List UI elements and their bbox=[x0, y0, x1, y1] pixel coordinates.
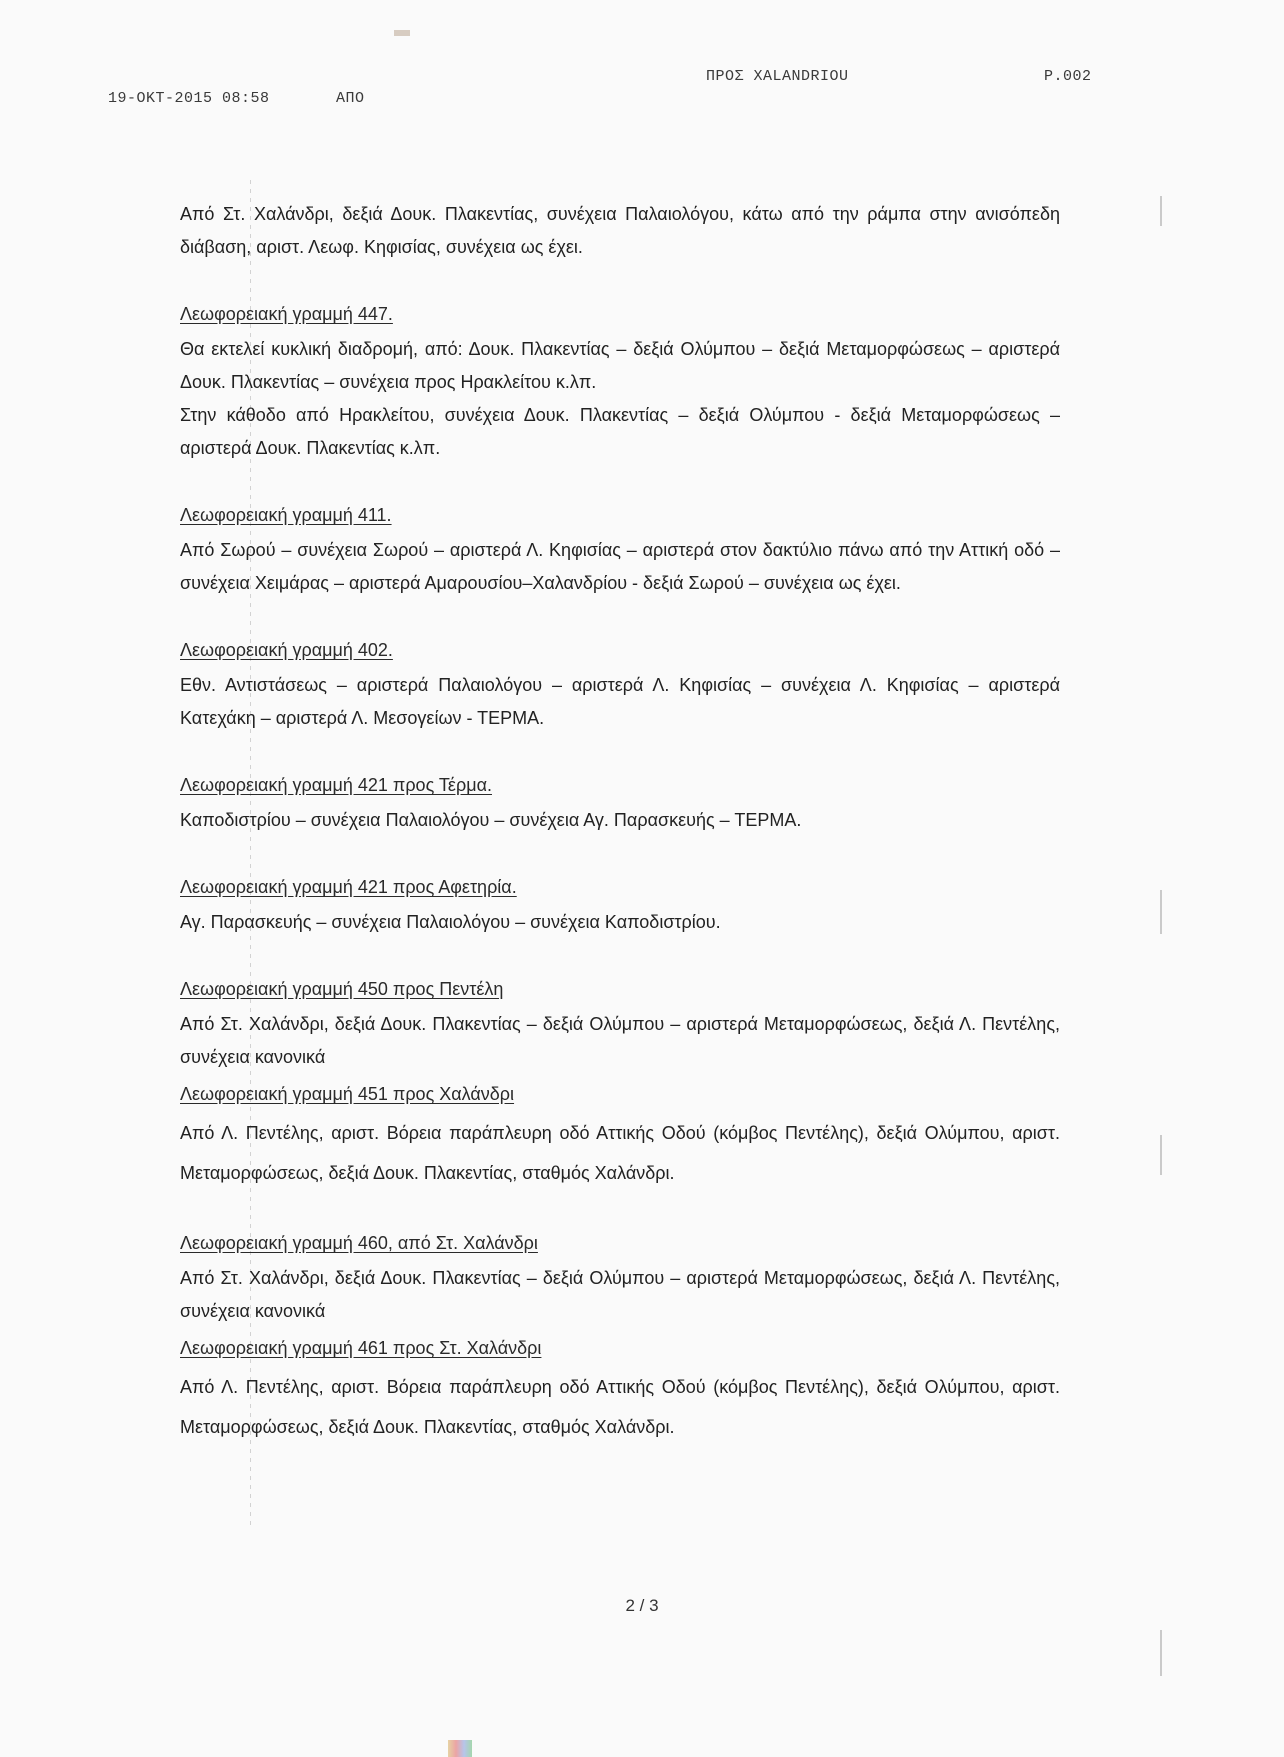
route-paragraph: Στην κάθοδο από Ηρακλείτου, συνέχεια Δουκ. Πλακεντίας – δεξιά Ολύμπου - δεξιά Μεταμορφώσεως – αριστερά Δουκ. Πλακεντίας κ.λπ. bbox=[180, 405, 1060, 458]
route-heading: Λεωφορειακή γραμμή 447. bbox=[180, 304, 393, 324]
route-heading: Λεωφορειακή γραμμή 402. bbox=[180, 640, 393, 660]
fax-page-ref: P.002 bbox=[1044, 68, 1092, 85]
route-section-460 bbox=[180, 1227, 1060, 1328]
route-section-411 bbox=[180, 499, 1060, 600]
scan-edge-mark bbox=[1160, 196, 1162, 226]
route-paragraph: Από Στ. Χαλάνδρι, δεξιά Δουκ. Πλακεντίας – δεξιά Ολύμπου – αριστερά Μεταμορφώσεως, δεξιά Λ. Πεντέλης, συνέχεια κανονικά bbox=[180, 1014, 1060, 1067]
scan-edge-mark bbox=[1160, 890, 1162, 934]
page-number: 2 / 3 bbox=[625, 1596, 659, 1615]
fax-to-label: ΠΡΟΣ XALANDRIOU bbox=[706, 68, 849, 85]
route-heading: Λεωφορειακή γραμμή 451 προς Χαλάνδρι bbox=[180, 1084, 515, 1104]
document-body bbox=[180, 198, 1060, 1481]
route-paragraph: Θα εκτελεί κυκλική διαδρομή, από: Δουκ. Πλακεντίας – δεξιά Ολύμπου – δεξιά Μεταμορφώσεως – αριστερά Δουκ. Πλακεντίας – συνέχεια προς Ηρακλείτου κ.λπ. bbox=[180, 339, 1060, 392]
intro-section bbox=[180, 198, 1060, 264]
route-section-421-terma bbox=[180, 769, 1060, 837]
route-paragraph: Καποδιστρίου – συνέχεια Παλαιολόγου – συνέχεια Αγ. Παρασκευής – ΤΕΡΜΑ. bbox=[180, 810, 802, 830]
route-heading: Λεωφορειακή γραμμή 450 προς Πεντέλη bbox=[180, 979, 504, 999]
fax-header bbox=[96, 68, 1106, 107]
intro-paragraph: Από Στ. Χαλάνδρι, δεξιά Δουκ. Πλακεντίας, συνέχεια Παλαιολόγου, κάτω από την ράμπα στην ανισόπεδη διάβαση, αριστ. Λεωφ. Κηφισίας, συνέχεια ως έχει. bbox=[180, 204, 1060, 257]
scan-smudge bbox=[394, 30, 410, 36]
route-heading: Λεωφορειακή γραμμή 421 προς Αφετηρία. bbox=[180, 877, 517, 897]
scan-edge-mark bbox=[1160, 1630, 1162, 1676]
route-paragraph: Από Λ. Πεντέλης, αριστ. Βόρεια παράπλευρη οδό Αττικής Οδού (κόμβος Πεντέλης), δεξιά Ολύμπου, αριστ. Μεταμορφώσεως, δεξιά Δουκ. Πλακεντίας, σταθμός Χαλάνδρι. bbox=[180, 1377, 1060, 1437]
fax-from-label: ΑΠΟ bbox=[336, 90, 365, 107]
route-heading: Λεωφορειακή γραμμή 461 προς Στ. Χαλάνδρι bbox=[180, 1338, 542, 1358]
route-heading: Λεωφορειακή γραμμή 411. bbox=[180, 505, 392, 525]
route-section-421-afetiria bbox=[180, 871, 1060, 939]
route-section-402 bbox=[180, 634, 1060, 735]
route-paragraph: Εθν. Αντιστάσεως – αριστερά Παλαιολόγου – αριστερά Λ. Κηφισίας – συνέχεια Λ. Κηφισίας – αριστερά Κατεχάκη – αριστερά Λ. Μεσογείων - ΤΕΡΜΑ. bbox=[180, 675, 1060, 728]
route-section-461 bbox=[180, 1332, 1060, 1447]
route-paragraph: Αγ. Παρασκευής – συνέχεια Παλαιολόγου – συνέχεια Καποδιστρίου. bbox=[180, 912, 721, 932]
route-section-451 bbox=[180, 1078, 1060, 1193]
route-paragraph: Από Στ. Χαλάνδρι, δεξιά Δουκ. Πλακεντίας – δεξιά Ολύμπου – αριστερά Μεταμορφώσεως, δεξιά Λ. Πεντέλης, συνέχεια κανονικά bbox=[180, 1268, 1060, 1321]
scan-edge-mark bbox=[1160, 1135, 1162, 1175]
route-section-447 bbox=[180, 298, 1060, 465]
route-paragraph: Από Σωρού – συνέχεια Σωρού – αριστερά Λ. Κηφισίας – αριστερά στον δακτύλιο πάνω από την Αττική οδό – συνέχεια Χειμάρας – αριστερά Αμαρουσίου–Χαλανδρίου - δεξιά Σωρού – συνέχεια ως έχει. bbox=[180, 540, 1060, 593]
route-heading: Λεωφορειακή γραμμή 460, από Στ. Χαλάνδρι bbox=[180, 1233, 538, 1253]
route-paragraph: Από Λ. Πεντέλης, αριστ. Βόρεια παράπλευρη οδό Αττικής Οδού (κόμβος Πεντέλης), δεξιά Ολύμπου, αριστ. Μεταμορφώσεως, δεξιά Δουκ. Πλακεντίας, σταθμός Χαλάνδρι. bbox=[180, 1123, 1060, 1183]
route-section-450 bbox=[180, 973, 1060, 1074]
fax-date-time: 19-ΟΚΤ-2015 08:58 bbox=[108, 90, 270, 107]
route-heading: Λεωφορειακή γραμμή 421 προς Τέρμα. bbox=[180, 775, 492, 795]
scan-color-strip bbox=[448, 1740, 472, 1757]
